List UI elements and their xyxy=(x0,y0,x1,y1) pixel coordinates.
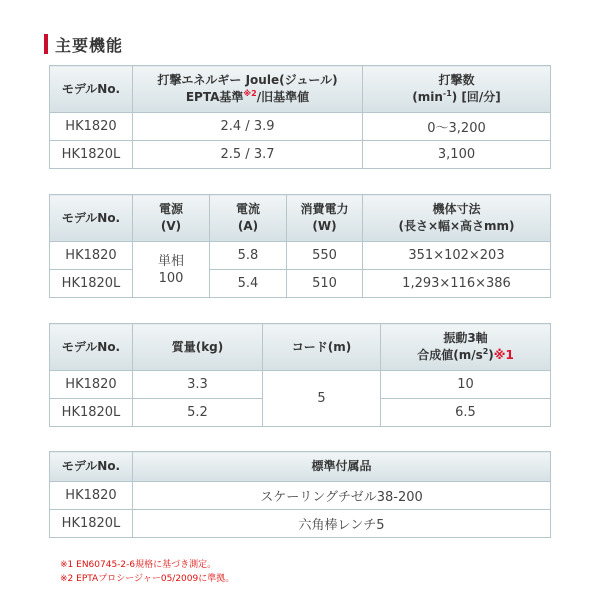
energy-cell: 2.4 / 3.9 xyxy=(133,113,363,141)
vibration-header xyxy=(381,324,551,371)
voltage-cell xyxy=(133,242,210,298)
vibration-header-sup: 2 xyxy=(482,347,489,356)
current-header-line1: 電流 xyxy=(235,202,260,216)
blows-header-line1: 打撃数 xyxy=(438,73,475,87)
accessory-cell: スケーリングチゼル38-200 xyxy=(133,482,551,510)
blows-cell: 3,100 xyxy=(363,141,551,169)
accessory-cell: 六角棒レンチ5 xyxy=(133,510,551,538)
blows-header-unit-a: (min xyxy=(412,90,443,104)
spec-table-energy xyxy=(49,65,551,169)
title-accent-bar xyxy=(44,34,48,54)
blows-cell: 0～3,200 xyxy=(363,113,551,141)
dimensions-cell: 351×102×203 xyxy=(363,242,551,270)
spec-table-accessories xyxy=(49,451,551,538)
note-mark-2: ※2 xyxy=(243,89,257,98)
section-title-text: 主要機能 xyxy=(55,35,124,55)
model-cell: HK1820 xyxy=(50,113,133,141)
cord-cell: 5 xyxy=(263,371,381,427)
section-title xyxy=(44,34,123,54)
power-header-line2: (W) xyxy=(312,219,337,233)
footnote-1: ※1 EN60745-2-6規格に基づき測定。 xyxy=(60,560,217,570)
model-header: モデルNo. xyxy=(50,195,133,242)
footnotes xyxy=(60,558,234,586)
model-cell: HK1820L xyxy=(50,510,133,538)
voltage-header xyxy=(133,195,210,242)
table-row xyxy=(50,242,551,270)
current-header xyxy=(210,195,287,242)
footnote-2: ※2 EPTAプロシージャー05/2009に準拠。 xyxy=(60,574,235,584)
table-row xyxy=(50,113,551,141)
table-row xyxy=(50,371,551,399)
energy-header-line1: 打撃エネルギー Joule(ジュール) xyxy=(157,73,338,87)
energy-header-epta: EPTA基準 xyxy=(185,90,244,104)
vibration-cell: 6.5 xyxy=(381,399,551,427)
blows-header xyxy=(363,66,551,113)
dimensions-header-line2: (長さ×幅×高さmm) xyxy=(398,219,515,233)
blows-header-sup: -1 xyxy=(442,89,452,98)
model-cell: HK1820 xyxy=(50,371,133,399)
model-header: モデルNo. xyxy=(50,452,133,482)
model-cell: HK1820 xyxy=(50,482,133,510)
vibration-cell: 10 xyxy=(381,371,551,399)
mass-cell: 3.3 xyxy=(133,371,263,399)
note-mark-1: ※1 xyxy=(493,348,514,362)
dimensions-header-line1: 機体寸法 xyxy=(432,202,481,216)
model-cell: HK1820L xyxy=(50,141,133,169)
energy-header xyxy=(133,66,363,113)
vibration-header-unit-a: 合成値(m/s xyxy=(417,348,483,362)
voltage-header-line1: 電源 xyxy=(158,202,183,216)
table-row xyxy=(50,482,551,510)
mass-cell: 5.2 xyxy=(133,399,263,427)
energy-header-old: /旧基準値 xyxy=(256,90,310,104)
vibration-header-unit-b: ) xyxy=(488,348,494,362)
model-header: モデルNo. xyxy=(50,66,133,113)
dimensions-cell: 1,293×116×386 xyxy=(363,270,551,298)
cord-header: コード(m) xyxy=(263,324,381,371)
current-cell: 5.8 xyxy=(210,242,287,270)
mass-header: 質量(kg) xyxy=(133,324,263,371)
spec-table-power xyxy=(49,194,551,298)
model-header: モデルNo. xyxy=(50,324,133,371)
table-row xyxy=(50,510,551,538)
voltage-header-line2: (V) xyxy=(160,219,182,233)
dimensions-header xyxy=(363,195,551,242)
voltage-line2: 100 xyxy=(158,270,184,286)
model-cell: HK1820L xyxy=(50,270,133,298)
blows-header-unit-b: ) [回/分] xyxy=(451,90,501,104)
power-cell: 550 xyxy=(287,242,363,270)
voltage-line1: 単相 xyxy=(157,253,184,269)
accessories-header: 標準付属品 xyxy=(133,452,551,482)
power-cell: 510 xyxy=(287,270,363,298)
table-row xyxy=(50,270,551,298)
energy-cell: 2.5 / 3.7 xyxy=(133,141,363,169)
current-header-line2: (A) xyxy=(237,219,259,233)
power-header-line1: 消費電力 xyxy=(300,202,349,216)
power-header xyxy=(287,195,363,242)
table-row xyxy=(50,141,551,169)
spec-table-mass xyxy=(49,323,551,427)
model-cell: HK1820 xyxy=(50,242,133,270)
current-cell: 5.4 xyxy=(210,270,287,298)
model-cell: HK1820L xyxy=(50,399,133,427)
vibration-header-line1: 振動3軸 xyxy=(443,331,488,345)
